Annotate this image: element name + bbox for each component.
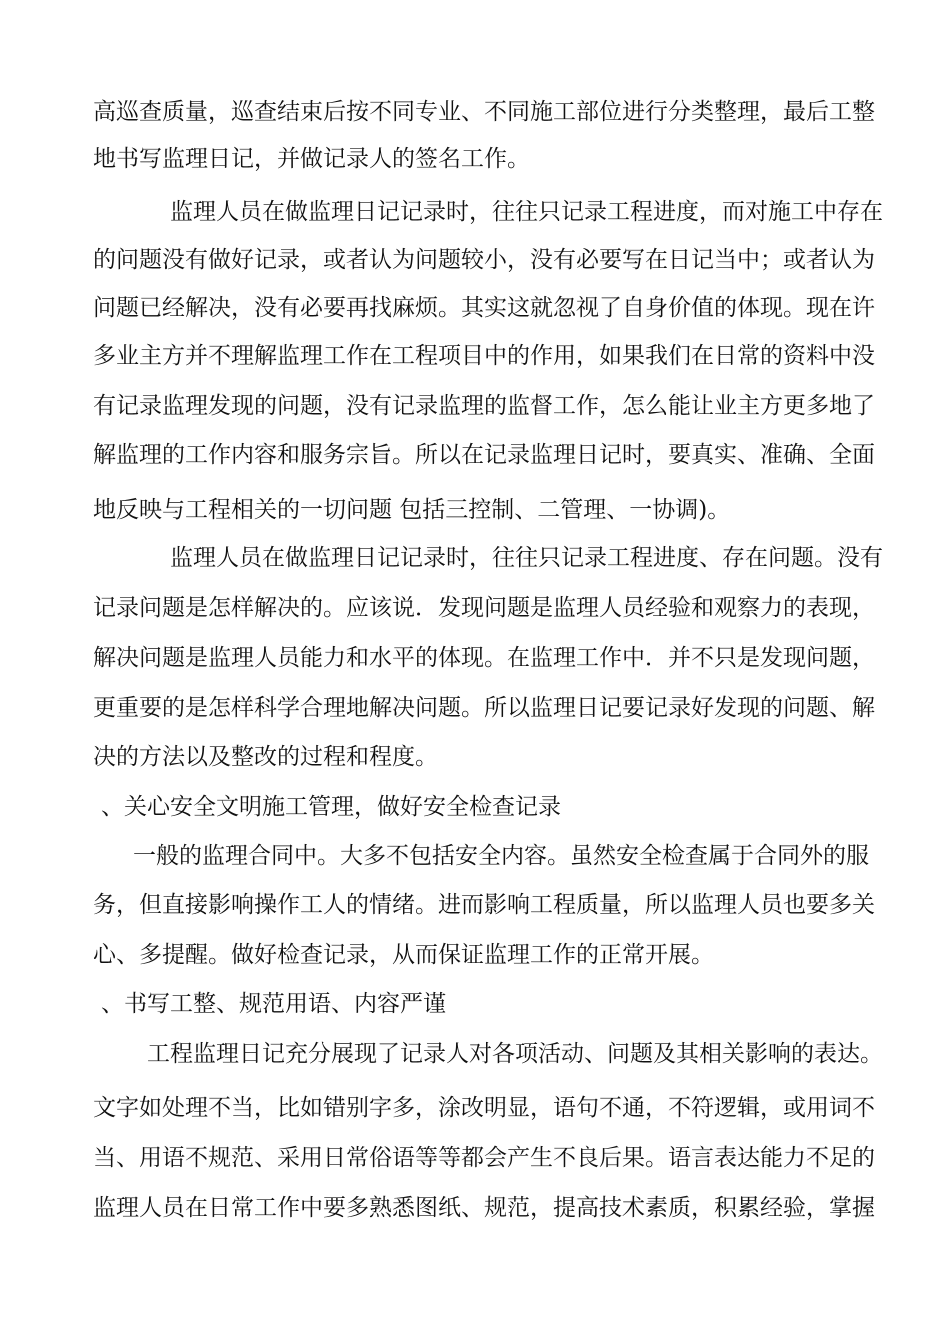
text-line	[0, 930, 950, 980]
line-text: 解监理的工作内容和服务宗旨。所以在记录监理日记时，要真实、准确、全面	[93, 442, 875, 468]
line-text: 解决问题是监理人员能力和水平的体现。在监理工作中．并不只是发现问题，	[93, 645, 875, 671]
line-text: 监理人员在日常工作中要多熟悉图纸、规范，提高技术素质，积累经验，掌握	[93, 1195, 875, 1221]
heading-text: 、关心安全文明施工管理，做好安全检查记录	[101, 794, 561, 820]
paragraph-first-line	[0, 831, 950, 881]
text-line	[0, 283, 950, 333]
paragraph-first-line	[0, 533, 950, 583]
line-text: 更重要的是怎样科学合理地解决问题。所以监理日记要记录好发现的问题、解	[93, 695, 875, 721]
text-line	[0, 880, 950, 930]
line-text: 的问题没有做好记录，或者认为问题较小，没有必要写在日记当中；或者认为	[93, 247, 875, 273]
text-line	[0, 683, 950, 733]
line-text: 心、多提醒。做好检查记录，从而保证监理工作的正常开展。	[93, 942, 714, 968]
text-line	[0, 87, 950, 137]
line-text: 一般的监理合同中。大多不包括安全内容。虽然安全检查属于合同外的服	[133, 843, 869, 869]
text-line	[0, 583, 950, 633]
line-text: 务，但直接影响操作工人的情绪。进而影响工程质量，所以监理人员也要多关	[93, 892, 875, 918]
line-text: 当、用语不规范、采用日常俗语等等都会产生不良后果。语言表达能力不足的	[93, 1145, 875, 1171]
line-text: 文字如处理不当，比如错别字多，涂改明显，语句不通，不符逻辑，或用词不	[93, 1095, 875, 1121]
line-text: 地反映与工程相关的一切问题 包括三控制、二管理、一协调)。	[93, 497, 731, 523]
text-line	[0, 1083, 950, 1133]
line-text: 记录问题是怎样解决的。应该说．发现问题是监理人员经验和观察力的表现，	[93, 595, 875, 621]
section-heading	[0, 979, 950, 1029]
text-line	[0, 1133, 950, 1183]
text-line	[0, 485, 950, 535]
line-text: 多业主方并不理解监理工作在工程项目中的作用，如果我们在日常的资料中没	[93, 343, 875, 369]
line-text: 监理人员在做监理日记记录时，往往只记录工程进度、存在问题。没有	[170, 545, 883, 571]
paragraph-first-line	[0, 187, 950, 237]
line-text: 工程监理日记充分展现了记录人对各项活动、问题及其相关影响的表达。	[147, 1041, 883, 1067]
text-line	[0, 732, 950, 782]
line-text: 决的方法以及整改的过程和程度。	[93, 744, 438, 770]
paragraph-first-line	[0, 1029, 950, 1079]
heading-text: 、书写工整、规范用语、内容严谨	[101, 991, 446, 1017]
section-heading	[0, 782, 950, 832]
text-line	[0, 381, 950, 431]
line-text: 高巡查质量，巡查结束后按不同专业、不同施工部位进行分类整理，最后工整	[93, 99, 875, 125]
line-text: 问题已经解决，没有必要再找麻烦。其实这就忽视了自身价值的体现。现在许	[93, 295, 875, 321]
text-line	[0, 235, 950, 285]
text-line	[0, 134, 950, 184]
line-text: 监理人员在做监理日记记录时，往往只记录工程进度，而对施工中存在	[170, 199, 883, 225]
line-text: 地书写监理日记，并做记录人的签名工作。	[93, 146, 530, 172]
text-line	[0, 633, 950, 683]
text-line	[0, 1183, 950, 1233]
line-text: 有记录监理发现的问题，没有记录监理的监督工作，怎么能让业主方更多地了	[93, 393, 875, 419]
text-line	[0, 331, 950, 381]
text-line	[0, 430, 950, 480]
